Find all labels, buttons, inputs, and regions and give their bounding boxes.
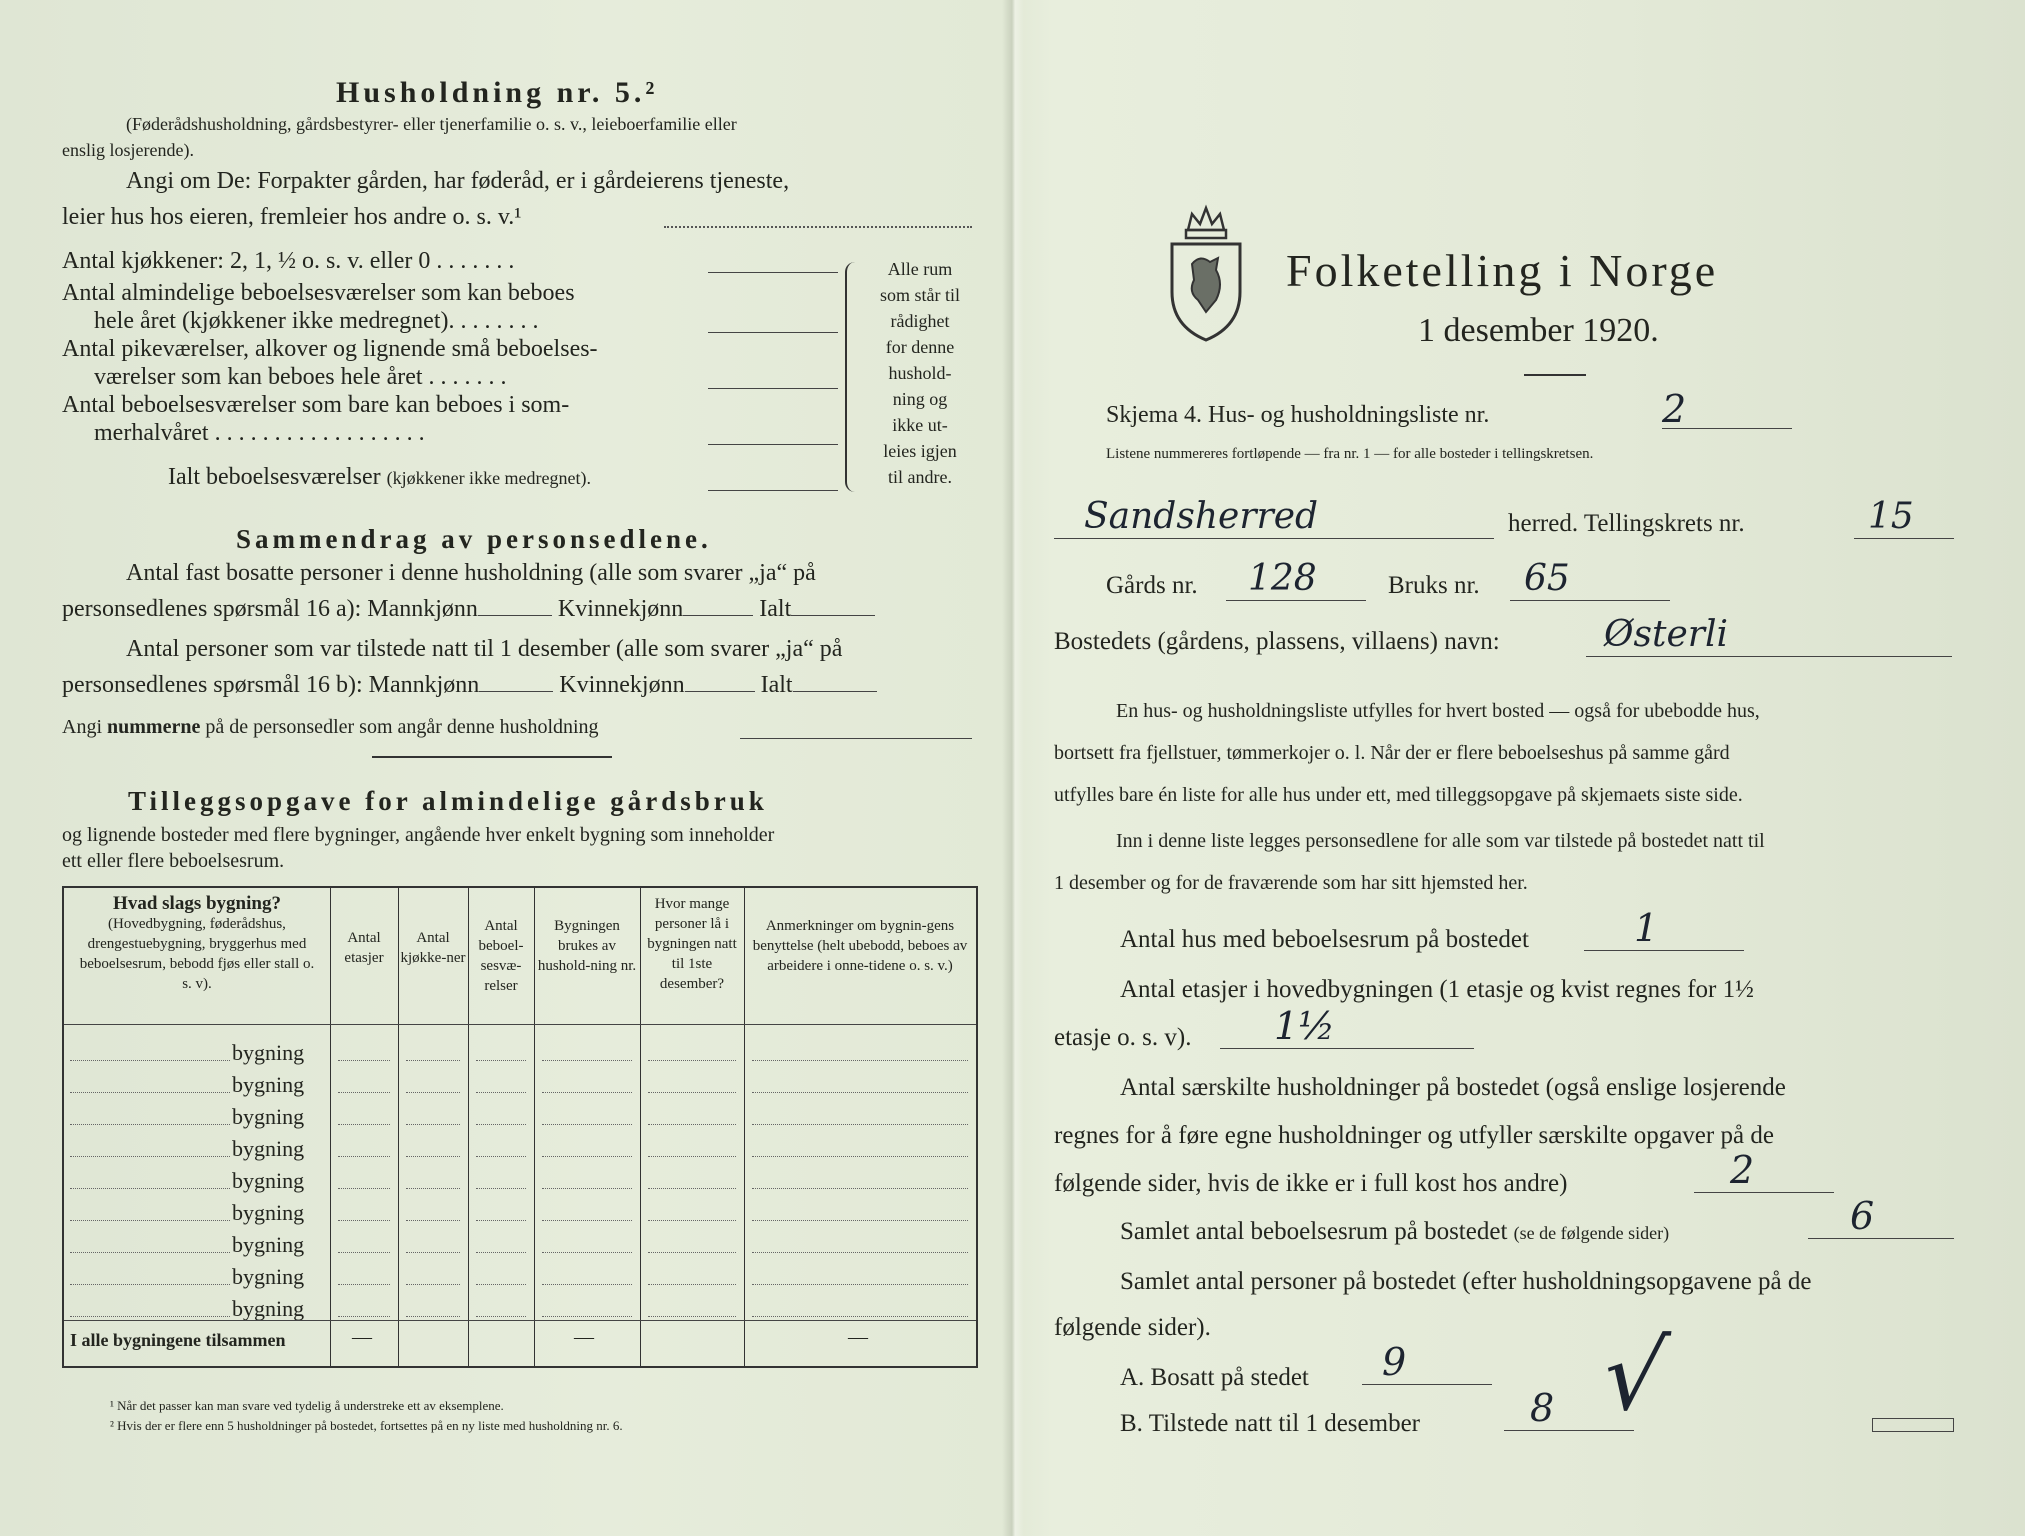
cell-line bbox=[476, 1316, 526, 1317]
herred-label: herred. Tellingskrets nr. bbox=[1508, 510, 1745, 537]
table-row bbox=[64, 1102, 976, 1134]
table-row bbox=[64, 1294, 976, 1326]
cell-line bbox=[476, 1156, 526, 1157]
q-hush-line-1: Antal særskilte husholdninger på bostedet (også enslige losjerende bbox=[1120, 1074, 1786, 1101]
row-label: bygning bbox=[232, 1232, 305, 1257]
som-answer bbox=[708, 444, 838, 445]
table-row bbox=[64, 1262, 976, 1294]
cell-line bbox=[752, 1060, 968, 1061]
table-row bbox=[64, 1134, 976, 1166]
angi-nummerne: Angi nummerne på de personsedler som angår denne husholdning bbox=[62, 716, 599, 738]
rooms-som-2: merhalvåret . . . . . . . . . . . . . . . . . . bbox=[94, 420, 425, 446]
norway-coat-of-arms-icon bbox=[1166, 200, 1246, 342]
cell-line bbox=[648, 1220, 736, 1221]
cell-line bbox=[648, 1124, 736, 1125]
table-row bbox=[64, 1230, 976, 1262]
angi-line-2: leier hus hos eieren, fremleier hos andre o. s. v.¹ bbox=[62, 204, 522, 230]
summary-line-2: personsedlenes spørsmål 16 a): Mannkjønn Kvinnekjønn Ialt bbox=[62, 596, 875, 623]
summary-line-1: Antal fast bosatte personer i denne husholdning (alle som svarer „ja“ på bbox=[126, 560, 816, 586]
col-husholdning-nr: Bygningen brukes av hushold-ning nr. bbox=[537, 918, 637, 974]
row-label: bygning bbox=[232, 1264, 305, 1289]
printer-stamp bbox=[1872, 1418, 1954, 1432]
cell-line bbox=[406, 1060, 460, 1061]
cell-line bbox=[338, 1124, 390, 1125]
intro-line-2: enslig losjerende). bbox=[62, 140, 194, 160]
cell-line bbox=[338, 1092, 390, 1093]
cell-line bbox=[752, 1188, 968, 1189]
table-row bbox=[64, 1070, 976, 1102]
cell-line bbox=[542, 1156, 632, 1157]
row-building-name-line bbox=[70, 1252, 230, 1253]
cell-line bbox=[338, 1156, 390, 1157]
q-hus-label: Antal hus med beboelsesrum på bostedet bbox=[1120, 926, 1529, 953]
row-building-name-line bbox=[70, 1316, 230, 1317]
cell-line bbox=[406, 1188, 460, 1189]
cell-line bbox=[476, 1060, 526, 1061]
skjema-value: 2 bbox=[1662, 390, 1792, 429]
cell-line bbox=[406, 1220, 460, 1221]
row-label: bygning bbox=[232, 1072, 305, 1097]
row-building-name-line bbox=[70, 1124, 230, 1125]
cell-line bbox=[752, 1156, 968, 1157]
para2-line-1: Inn i denne liste legges personsedlene for alle som var tilstede på bostedet natt til bbox=[1116, 830, 1765, 852]
skjema-label: Skjema 4. Hus- og husholdningsliste nr. bbox=[1106, 402, 1490, 428]
total-label: I alle bygningene tilsammen bbox=[70, 1330, 286, 1350]
a-value: 9 bbox=[1362, 1340, 1492, 1385]
q-rum-label: Samlet antal beboelsesrum på bostedet (se de følgende sider) bbox=[1120, 1218, 1670, 1245]
q-hush-line-2: regnes for å føre egne husholdninger og utfyller særskilte opgaver på de bbox=[1054, 1122, 1774, 1149]
cell-line bbox=[648, 1316, 736, 1317]
tillegg-line-1: og lignende bosteder med flere bygninger, angående hver enkelt bygning som inneholder bbox=[62, 824, 775, 846]
title-divider bbox=[1524, 374, 1586, 376]
q-hush-line-3: følgende sider, hvis de ikke er i full kost hos andre) bbox=[1054, 1170, 1568, 1197]
para1-line-2: bortsett fra fjellstuer, tømmerkojer o. l. Når der er flere beboelseshus på samme gård bbox=[1054, 742, 1730, 764]
table-row bbox=[64, 1166, 976, 1198]
cell-line bbox=[752, 1316, 968, 1317]
cell-line bbox=[338, 1316, 390, 1317]
q-hush-value: 2 bbox=[1694, 1148, 1834, 1193]
a-label: A. Bosatt på stedet bbox=[1120, 1364, 1309, 1391]
q-hus-value: 1 bbox=[1584, 906, 1744, 951]
cell-line bbox=[338, 1220, 390, 1221]
cell-line bbox=[752, 1252, 968, 1253]
cell-line bbox=[752, 1092, 968, 1093]
cell-line bbox=[406, 1252, 460, 1253]
footnote-1: ¹ Når det passer kan man svare ved tydelig å understreke ett av eksemplene. bbox=[110, 1398, 504, 1413]
cell-line bbox=[542, 1252, 632, 1253]
side-brace bbox=[845, 262, 867, 492]
cell-line bbox=[648, 1060, 736, 1061]
col-anmerkninger: Anmerkninger om bygnin-gens benyttelse (helt ubebodd, beboes av arbeidere i onne-tidene o. s. v.) bbox=[752, 918, 968, 974]
row-building-name-line bbox=[70, 1284, 230, 1285]
gards-label: Gårds nr. bbox=[1106, 572, 1198, 599]
q-etasjer-value: 1½ bbox=[1220, 1004, 1474, 1049]
cell-line bbox=[338, 1188, 390, 1189]
cell-line bbox=[406, 1124, 460, 1125]
husholdning-title: Husholdning nr. 5.² bbox=[336, 76, 659, 109]
para1-line-3: utfylles bare én liste for alle hus under ett, med tilleggsopgave på skjemaets siste side. bbox=[1054, 784, 1743, 806]
bosted-value: Østerli bbox=[1586, 614, 1952, 657]
col-etasjer: Antal etasjer bbox=[344, 930, 384, 966]
cell-line bbox=[648, 1252, 736, 1253]
row-building-name-line bbox=[70, 1156, 230, 1157]
herred-value: Sandsherred bbox=[1054, 496, 1494, 539]
nummerne-answer bbox=[740, 738, 972, 739]
col-beboelsesvaerelser: Antal beboel-sesvæ-relser bbox=[478, 918, 524, 994]
row-label: bygning bbox=[232, 1136, 305, 1161]
q-pers-line-2: følgende sider). bbox=[1054, 1314, 1211, 1341]
row-building-name-line bbox=[70, 1220, 230, 1221]
cell-line bbox=[752, 1124, 968, 1125]
cell-line bbox=[542, 1060, 632, 1061]
rooms-alm-1: Antal almindelige beboelsesværelser som kan beboes bbox=[62, 280, 575, 306]
q-pers-line-1: Samlet antal personer på bostedet (efter husholdningsopgavene på de bbox=[1120, 1268, 1812, 1295]
rooms-pike-2: værelser som kan beboes hele året . . . . . . . bbox=[94, 364, 507, 390]
summary-line-4: personsedlenes spørsmål 16 b): Mannkjønn Kvinnekjønn Ialt bbox=[62, 672, 877, 699]
bruks-label: Bruks nr. bbox=[1388, 572, 1480, 599]
listene-note: Listene nummereres fortløpende — fra nr. 1 — for alle bosteder i tellingskretsen. bbox=[1106, 446, 1594, 462]
table-row bbox=[64, 1198, 976, 1230]
cell-line bbox=[476, 1252, 526, 1253]
summary-title: Sammendrag av personsedlene. bbox=[236, 524, 712, 554]
rooms-kjokkener: Antal kjøkkener: 2, 1, ½ o. s. v. eller 0 . . . . . . . bbox=[62, 248, 515, 274]
row-label: bygning bbox=[232, 1296, 305, 1321]
cell-line bbox=[542, 1124, 632, 1125]
rooms-som-1: Antal beboelsesværelser som bare kan beboes i som- bbox=[62, 392, 570, 418]
b-label: B. Tilstede natt til 1 desember bbox=[1120, 1410, 1420, 1437]
tillegg-title: Tilleggsopgave for almindelige gårdsbruk bbox=[128, 786, 768, 816]
cell-line bbox=[406, 1156, 460, 1157]
cell-line bbox=[338, 1252, 390, 1253]
summary-line-3: Antal personer som var tilstede natt til 1 desember (alle som svarer „ja“ på bbox=[126, 636, 843, 662]
side-note: Alle rum som står til rådighet for denne hushold- ning og ikke ut- leies igjen til andre. bbox=[880, 259, 960, 487]
cell-line bbox=[406, 1284, 460, 1285]
tillegg-line-2: ett eller flere beboelsesrum. bbox=[62, 850, 285, 872]
bosted-label: Bostedets (gårdens, plassens, villaens) navn: bbox=[1054, 628, 1500, 655]
cell-line bbox=[406, 1316, 460, 1317]
angi-answer-line bbox=[664, 226, 972, 228]
row-label: bygning bbox=[232, 1040, 305, 1065]
col-building-type: Hvad slags bygning? (Hovedbygning, føderådshus, drengestuebygning, bryggerhus med beboelsesrum, bebodd fjøs eller stall o. s. v). bbox=[79, 893, 315, 992]
cell-line bbox=[476, 1188, 526, 1189]
para2-line-2: 1 desember og for de fraværende som har sitt hjemsted her. bbox=[1054, 872, 1528, 894]
alm-answer bbox=[708, 332, 838, 333]
check-mark: √ bbox=[1596, 1320, 1674, 1432]
cell-line bbox=[542, 1284, 632, 1285]
total-etasjer: — bbox=[352, 1326, 372, 1348]
q-etasjer-line-2: etasje o. s. v). bbox=[1054, 1024, 1192, 1051]
footnote-2: ² Hvis der er flere enn 5 husholdninger på bostedet, fortsettes på en ny liste med husholdning nr. 6. bbox=[110, 1418, 623, 1433]
cell-line bbox=[648, 1284, 736, 1285]
cell-line bbox=[648, 1156, 736, 1157]
cell-line bbox=[476, 1220, 526, 1221]
table-row bbox=[64, 1038, 976, 1070]
ialt-label: Ialt beboelsesværelser (kjøkkener ikke medregnet). bbox=[168, 464, 592, 490]
col-personer: Hvor mange personer lå i bygningen natt til 1ste desember? bbox=[647, 896, 737, 992]
kjokkener-answer bbox=[708, 272, 838, 273]
cell-line bbox=[476, 1124, 526, 1125]
cell-line bbox=[542, 1220, 632, 1221]
building-table bbox=[62, 886, 978, 1368]
cell-line bbox=[542, 1316, 632, 1317]
main-title: Folketelling i Norge bbox=[1286, 245, 1719, 296]
cell-line bbox=[476, 1284, 526, 1285]
row-label: bygning bbox=[232, 1168, 305, 1193]
row-label: bygning bbox=[232, 1200, 305, 1225]
cell-line bbox=[542, 1188, 632, 1189]
q-rum-value: 6 bbox=[1808, 1194, 1954, 1239]
rooms-alm-2: hele året (kjøkkener ikke medregnet). . . . . . . . bbox=[94, 308, 539, 334]
total-husholdning: — bbox=[574, 1326, 594, 1348]
angi-line-1: Angi om De: Forpakter gården, har føderåd, er i gårdeierens tjeneste, bbox=[126, 168, 790, 194]
cell-line bbox=[406, 1092, 460, 1093]
cell-line bbox=[542, 1092, 632, 1093]
cell-line bbox=[476, 1092, 526, 1093]
cell-line bbox=[752, 1284, 968, 1285]
cell-line bbox=[648, 1188, 736, 1189]
b-value: 8 bbox=[1504, 1386, 1634, 1431]
pike-answer bbox=[708, 388, 838, 389]
col-kjokkener: Antal kjøkke-ner bbox=[400, 930, 466, 966]
page-fold bbox=[1002, 0, 1024, 1536]
cell-line bbox=[338, 1284, 390, 1285]
row-building-name-line bbox=[70, 1092, 230, 1093]
rooms-pike-1: Antal pikeværelser, alkover og lignende små beboelses- bbox=[62, 336, 598, 362]
q-etasjer-line-1: Antal etasjer i hovedbygningen (1 etasje og kvist regnes for 1½ bbox=[1120, 976, 1754, 1003]
cell-line bbox=[752, 1220, 968, 1221]
row-building-name-line bbox=[70, 1188, 230, 1189]
ialt-answer bbox=[708, 490, 838, 491]
divider bbox=[372, 756, 612, 758]
krets-value: 15 bbox=[1854, 496, 1954, 539]
row-label: bygning bbox=[232, 1104, 305, 1129]
total-anmerkninger: — bbox=[848, 1326, 868, 1348]
main-date: 1 desember 1920. bbox=[1418, 312, 1659, 349]
intro-line-1: (Føderådshusholdning, gårdsbestyrer- eller tjenerfamilie o. s. v., leieboerfamilie eller bbox=[126, 114, 737, 134]
row-building-name-line bbox=[70, 1060, 230, 1061]
bruks-value: 65 bbox=[1510, 558, 1670, 601]
para1-line-1: En hus- og husholdningsliste utfylles for hvert bosted — også for ubebodde hus, bbox=[1116, 700, 1760, 722]
cell-line bbox=[648, 1092, 736, 1093]
cell-line bbox=[338, 1060, 390, 1061]
gards-value: 128 bbox=[1226, 558, 1366, 601]
